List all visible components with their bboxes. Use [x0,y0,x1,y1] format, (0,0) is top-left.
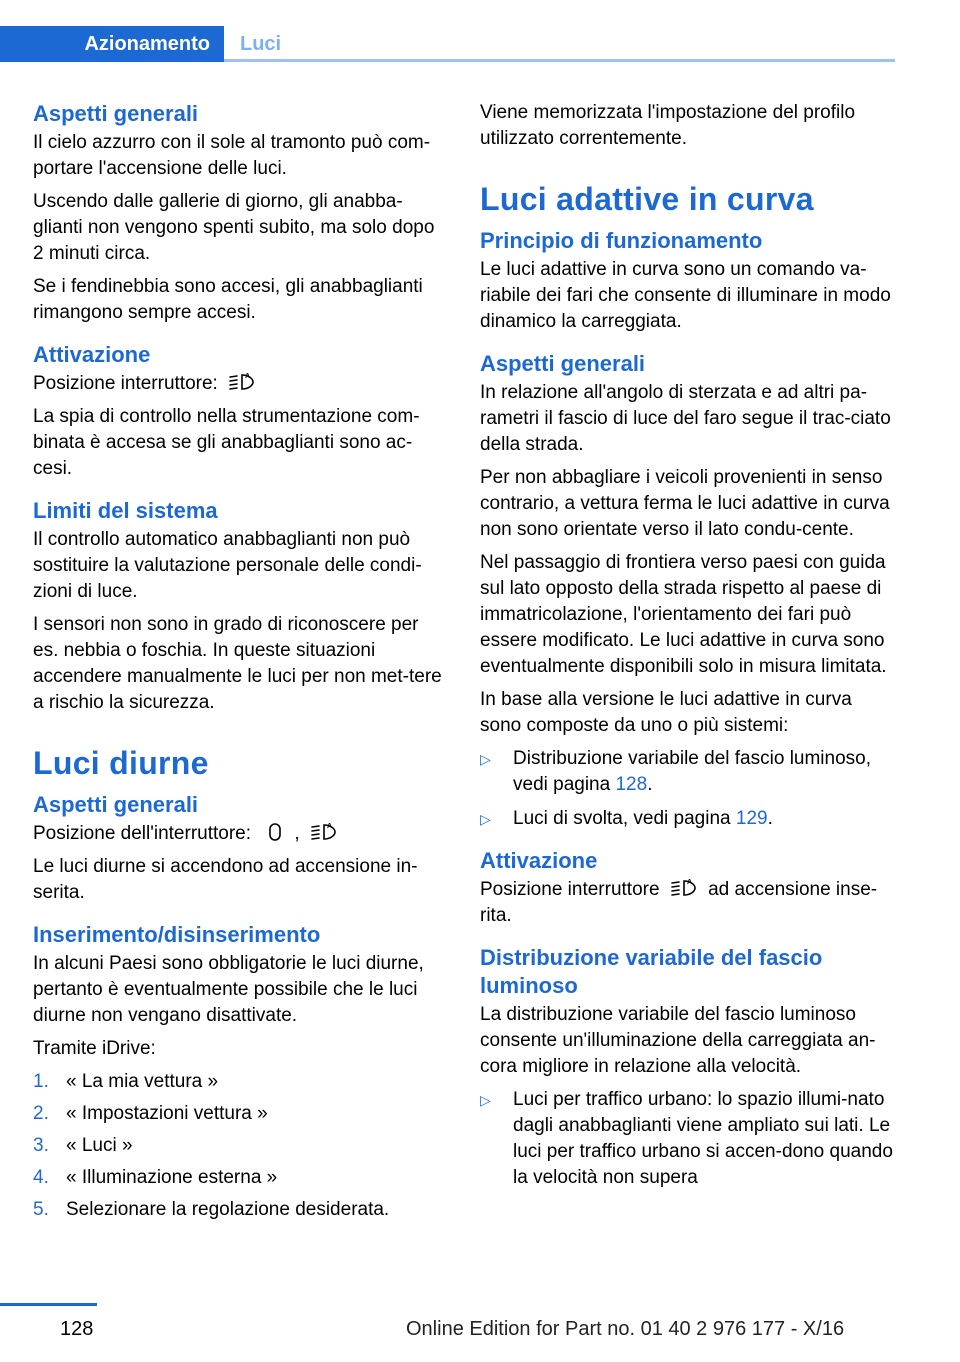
section-title: Inserimento/disinserimento [33,922,321,947]
paragraph-text: Posizione interruttore [480,879,660,900]
step-number: 1. [33,1071,49,1092]
paragraph: In alcuni Paesi sono obbligatorie le luci diurne, pertanto è eventualmente possibile che le luci diurne non vengano disattivate. [33,953,424,1026]
section-title: Limiti del sistema [33,498,218,523]
auto-light-switch-icon [669,877,699,899]
tab-luci[interactable]: Luci [240,33,282,55]
page-number: 128 [60,1318,94,1340]
period: . [767,808,773,829]
period: . [647,774,653,795]
distribution-list [480,1087,895,1191]
paragraph: Le luci diurne si accendono ad accensione in‐serita. [33,856,418,903]
list-item [480,806,895,832]
footer-divider [0,1303,97,1306]
step-number: 4. [33,1167,49,1188]
list-item [33,1165,448,1191]
step-text: Selezionare la regolazione desiderata. [66,1199,390,1220]
list-text: Luci di svolta, vedi pagina [513,808,731,829]
step-text: « Impostazioni vettura » [66,1103,268,1124]
list-item [33,1069,448,1095]
paragraph: La distribuzione variabile del fascio luminoso consente un'illuminazione della carreggiata an‐cora migliore in relazione alla velocità. [480,1004,876,1077]
list-text: Distribuzione variabile del fascio luminoso, vedi pagina [513,748,872,795]
edition-footer: Online Edition for Part no. 01 40 2 976 177 - X/16 [406,1318,845,1340]
paragraph: Se i fendinebbia sono accesi, gli anabbaglianti rimangono sempre accesi. [33,276,423,323]
paragraph: I sensori non sono in grado di riconoscere per es. nebbia o foschia. In queste situazioni accendere manualmente le luci per non met‐tere a rischio la sicurezza. [33,614,442,713]
paragraph [33,371,448,397]
paragraph [480,877,895,929]
daytime-light-switch-icon [260,821,290,843]
paragraph: La spia di controllo nella strumentazione com‐binata è accesa se gli anabbaglianti sono ac‐cesi. [33,406,420,479]
chapter-heading: Luci adattive in curva [480,181,814,217]
paragraph: In base alla versione le luci adattive in curva sono composte da uno o più sistemi: [480,689,852,736]
section-title: Aspetti generali [480,351,646,376]
svg-text:A: A [245,373,251,380]
paragraph-text: Posizione dell'interruttore: [33,823,252,844]
paragraph [33,821,448,847]
paragraph: Il cielo azzurro con il sole al tramonto può com‐portare l'accensione delle luci. [33,132,431,179]
section-title: Attivazione [33,342,151,367]
list-item [480,746,895,798]
bullet-triangle-icon: ▷ [480,1092,491,1108]
list-item [33,1133,448,1159]
separator: , [294,823,300,844]
bullet-triangle-icon: ▷ [480,811,491,827]
paragraph: Uscendo dalle gallerie di giorno, gli anabba‐glianti non vengono spenti subito, ma solo dopo 2 minuti circa. [33,191,435,264]
svg-text:A: A [686,879,692,886]
chapter-heading: Luci diurne [33,745,209,781]
header-tabs [0,26,895,62]
paragraph: Nel passaggio di frontiera verso paesi con guida sul lato opposto della strada rispetto al paese di immatricolazione, l'orientamento dei fari può essere modificato. Le luci adattive in curva sono eventualmente disponibili solo in misura limitata. [480,552,887,677]
step-text: « La mia vettura » [66,1071,219,1092]
header-divider [224,59,895,62]
list-item [33,1197,448,1223]
section-title: Attivazione [480,848,598,873]
step-text: « Illuminazione esterna » [66,1167,278,1188]
paragraph: Il controllo automatico anabbaglianti non può sostituire la valutazione personale delle condi‐zioni di luce. [33,529,422,602]
list-item [33,1101,448,1127]
paragraph: Per non abbagliare i veicoli provenienti in senso contrario, a vettura ferma le luci adattive in curva non sono orientate verso il lato condu‐cente. [480,467,890,540]
step-number: 2. [33,1103,49,1124]
step-number: 3. [33,1135,49,1156]
svg-text:A: A [326,823,332,830]
list-text: Luci per traffico urbano: lo spazio illumi‐nato dagli anabbaglianti viene ampliato sui lati. Le luci per traffico urbano si accen‐dono quando la velocità non supera [513,1089,893,1188]
systems-list [480,746,895,832]
paragraph: In relazione all'angolo di sterzata e ad altri pa‐rametri il fascio di luce del faro segue il trac‐ciato della strada. [480,382,891,455]
paragraph-text: Posizione interruttore: [33,373,218,394]
section-title: Distribuzione variabile del fascio luminoso [480,945,823,998]
right-column [480,100,895,1199]
page-link-128[interactable]: 128 [615,774,648,795]
paragraph: Viene memorizzata l'impostazione del profilo utilizzato correntemente. [480,102,856,149]
list-item [480,1087,895,1191]
step-number: 5. [33,1199,49,1220]
paragraph-text: ad accensione inse‐rita. [480,879,878,926]
paragraph: Le luci adattive in curva sono un comando va‐riabile dei fari che consente di illuminare in modo dinamico la carreggiata. [480,259,891,332]
paragraph: Tramite iDrive: [33,1038,156,1059]
step-text: « Luci » [66,1135,133,1156]
left-column [33,100,448,1230]
auto-light-switch-icon [227,371,257,393]
idrive-steps-list [33,1069,448,1223]
section-title: Aspetti generali [33,101,199,126]
section-title: Aspetti generali [33,792,199,817]
section-title: Principio di funzionamento [480,228,763,253]
page-link-129[interactable]: 129 [735,808,768,829]
auto-light-switch-icon [309,821,339,843]
bullet-triangle-icon: ▷ [480,751,491,767]
tab-azionamento[interactable]: Azionamento [0,26,224,62]
